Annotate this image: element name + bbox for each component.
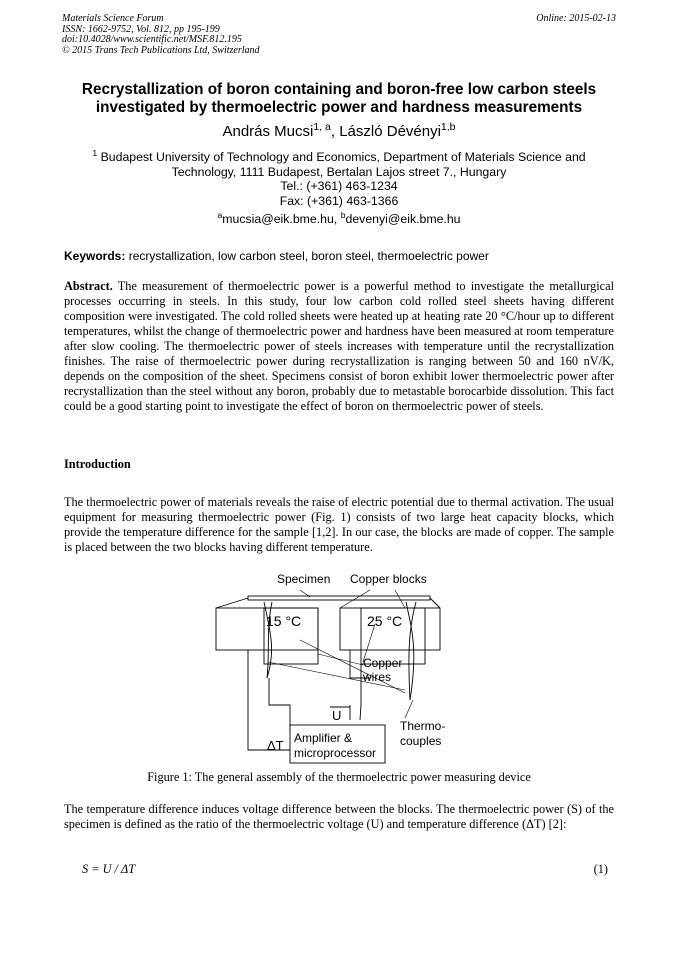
specimen-bar (248, 596, 430, 600)
email-separator: , (333, 212, 341, 226)
specimen-label: Specimen (277, 572, 331, 586)
title-line-1: Recrystallization of boron containing and boron-free low carbon steels (81, 81, 597, 98)
journal-name: Materials Science Forum (62, 13, 164, 24)
abstract (64, 279, 614, 414)
author-1-affiliation: 1, a (313, 121, 331, 133)
keywords-label: Keywords: (64, 249, 126, 263)
voltage-label: U (332, 708, 342, 723)
paper-title (40, 81, 638, 117)
keywords (64, 249, 614, 264)
email-b-sup: b (340, 209, 346, 220)
online-date: Online: 2015-02-13 (536, 13, 616, 24)
affiliation-line-2: Technology, 1111 Budapest, Bertalan Lajos street 7., Hungary (171, 164, 507, 179)
figure-caption: Figure 1: The general assembly of the thermoelectric power measuring device (147, 770, 531, 784)
emails (40, 209, 638, 227)
section-heading: Introduction (64, 457, 131, 471)
affiliation-number: 1 (92, 147, 98, 158)
copyright: © 2015 Trans Tech Publications Ltd, Switzerland (62, 44, 260, 56)
page-header (62, 14, 616, 56)
abstract-text: The measurement of thermoelectric power is a powerful method to investigate the metallurgical processes occurring in steels. In this study, four low carbon cold rolled steel sheets having different composition were investigated. The cold rolled sheets were heated up at heating rate 20 °C/hour up to different temperatures, whilst the change of thermoelectric power and hardness have been measured at room temperature after slow cooling. The thermoelectric power of steels increases with temperature until the recrystallization finishes. The raise of thermoelectric power during recrystallization is ranging between 50 and 160 nV/K, depends on the composition of the sheet. Specimens consist of boron exhibit lower thermoelectric power after recrystallization than the steel without any boron, probably due to metastable borocarbide dissolution. This fact could be a good starting point to investigate the effect of boron on thermoelectric power of steels. (64, 279, 614, 413)
issn: ISSN: 1662-9752, Vol. 812, pp 195-199 (62, 23, 220, 35)
affiliation-fax: Fax: (+361) 463-1366 (279, 193, 399, 208)
copper-wires-label-2: wires (363, 670, 392, 684)
figure-1-diagram (200, 570, 445, 770)
thermocouples-label-2: couples (400, 734, 442, 748)
author-1: András Mucsi (222, 123, 314, 140)
temp-right: 25 °C (367, 613, 403, 629)
affiliation (40, 147, 638, 208)
affiliation-line-1: Budapest University of Technology and Economics, Department of Materials Science and (100, 150, 586, 164)
doi: doi:10.4028/www.scientific.net/MSF.812.195 (62, 34, 242, 45)
abstract-label: Abstract. (64, 279, 113, 293)
equation-number: (1) (593, 862, 608, 876)
amplifier-label-2: microprocessor (294, 746, 377, 760)
amplifier-label-1: Amplifier & (294, 731, 353, 745)
copper-blocks-label: Copper blocks (350, 572, 427, 586)
authors (40, 123, 638, 141)
email-b: devenyi@eik.bme.hu (345, 212, 461, 226)
copper-wires-label-1: Copper (363, 656, 403, 670)
keywords-text: recrystallization, low carbon steel, boron steel, thermoelectric power (125, 249, 489, 263)
author-2-affiliation: 1,b (440, 121, 456, 133)
author-separator: , (330, 123, 340, 140)
email-a: mucsia@eik.bme.hu (222, 212, 334, 226)
thermocouples-label-1: Thermo- (400, 719, 445, 733)
temp-left: 15 °C (266, 613, 302, 629)
equation: S = U / ΔT (82, 862, 136, 876)
intro-paragraph-2: The temperature difference induces voltage difference between the blocks. The thermoelectric power (S) of the specimen is defined as the ratio of the thermoelectric voltage (U) and temperature difference (ΔT) [2]: (64, 802, 614, 831)
email-a-sup: a (217, 209, 223, 220)
title-line-2: investigated by thermoelectric power and hardness measurements (95, 99, 583, 116)
author-2: László Dévényi (339, 123, 441, 140)
intro-paragraph-1: The thermoelectric power of materials reveals the raise of electric potential due to thermal activation. The usual equipment for measuring thermoelectric power (Fig. 1) consists of two large heat capacity blocks, which provide the temperature difference for the sample [1,2]. In our case, the blocks are made of copper. The sample is placed between the two blocks having different temperature. (64, 495, 614, 554)
delta-t-label: ΔT (267, 738, 284, 753)
affiliation-tel: Tel.: (+361) 463-1234 (280, 179, 398, 193)
